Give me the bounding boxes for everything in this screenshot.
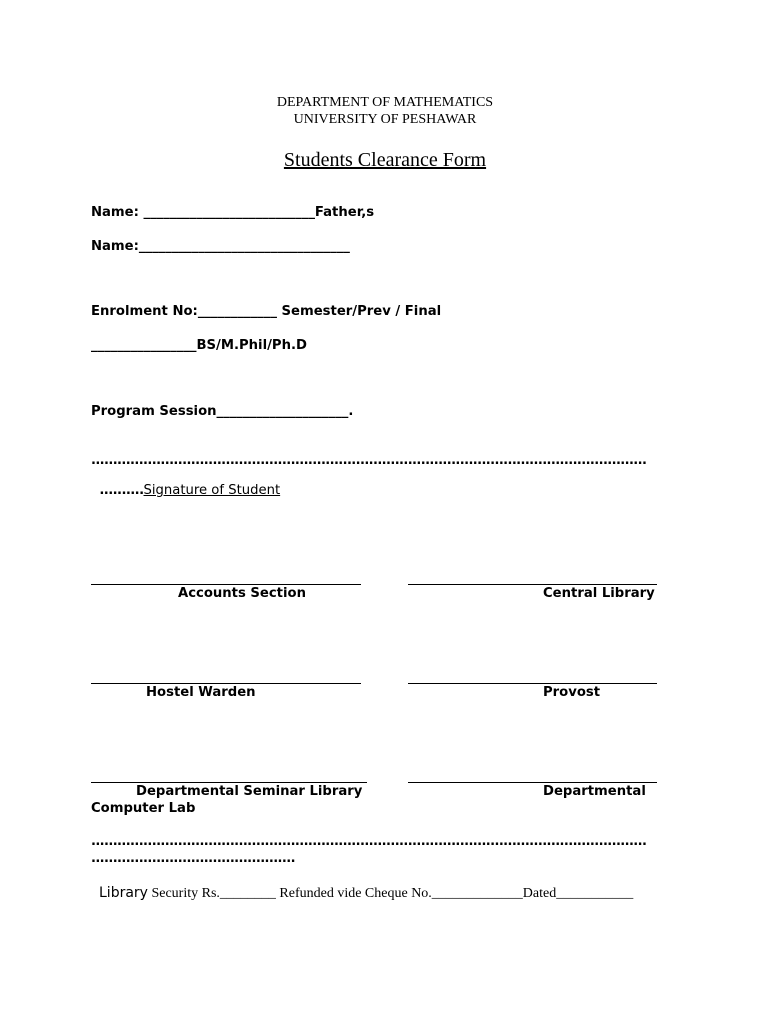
departmental-label: Departmental [543,784,646,799]
central-library-signature-line [408,584,657,585]
program-field: ________________BS/M.Phil/Ph.D [91,338,307,353]
provost-label: Provost [543,685,601,700]
hostel-warden-signature-line [91,683,361,684]
provost-signature-line [408,683,657,684]
accounts-section-label: Accounts Section [178,586,306,601]
security-refund-text: Security Rs.________ Refunded vide Cheque No._____________Dated___________ [147,886,634,901]
library-dots-line-2: ............................................... [91,851,295,866]
library-security-line [91,869,633,901]
student-signature [91,471,280,497]
central-library-label: Central Library [543,586,655,601]
accounts-signature-line [91,584,361,585]
university-heading: UNIVERSITY OF PESHAWAR [293,112,477,127]
form-title: Students Clearance Form [283,149,487,171]
department-heading: DEPARTMENT OF MATHEMATICS [276,95,494,110]
library-word: Library [99,885,148,901]
name-field: Name: __________________________Father,s [91,205,375,220]
father-name-field: Name:________________________________ [91,239,350,254]
library-dots-line: ................................................................................................................................ [91,835,647,848]
seminar-library-signature-line [91,782,367,783]
computer-lab-label: Computer Lab [91,801,196,816]
student-signature-label: Signature of Student [143,483,281,499]
student-signature-dots: ................................................................................................................................ [91,454,647,467]
departmental-signature-line [408,782,657,783]
enrolment-field: Enrolment No:____________ Semester/Prev / Final [91,304,442,319]
student-signature-dots-prefix: .......... [99,483,144,499]
hostel-warden-label: Hostel Warden [146,685,256,700]
dept-seminar-library-label: Departmental Seminar Library [136,784,363,799]
session-field: Program Session____________________. [91,404,354,419]
